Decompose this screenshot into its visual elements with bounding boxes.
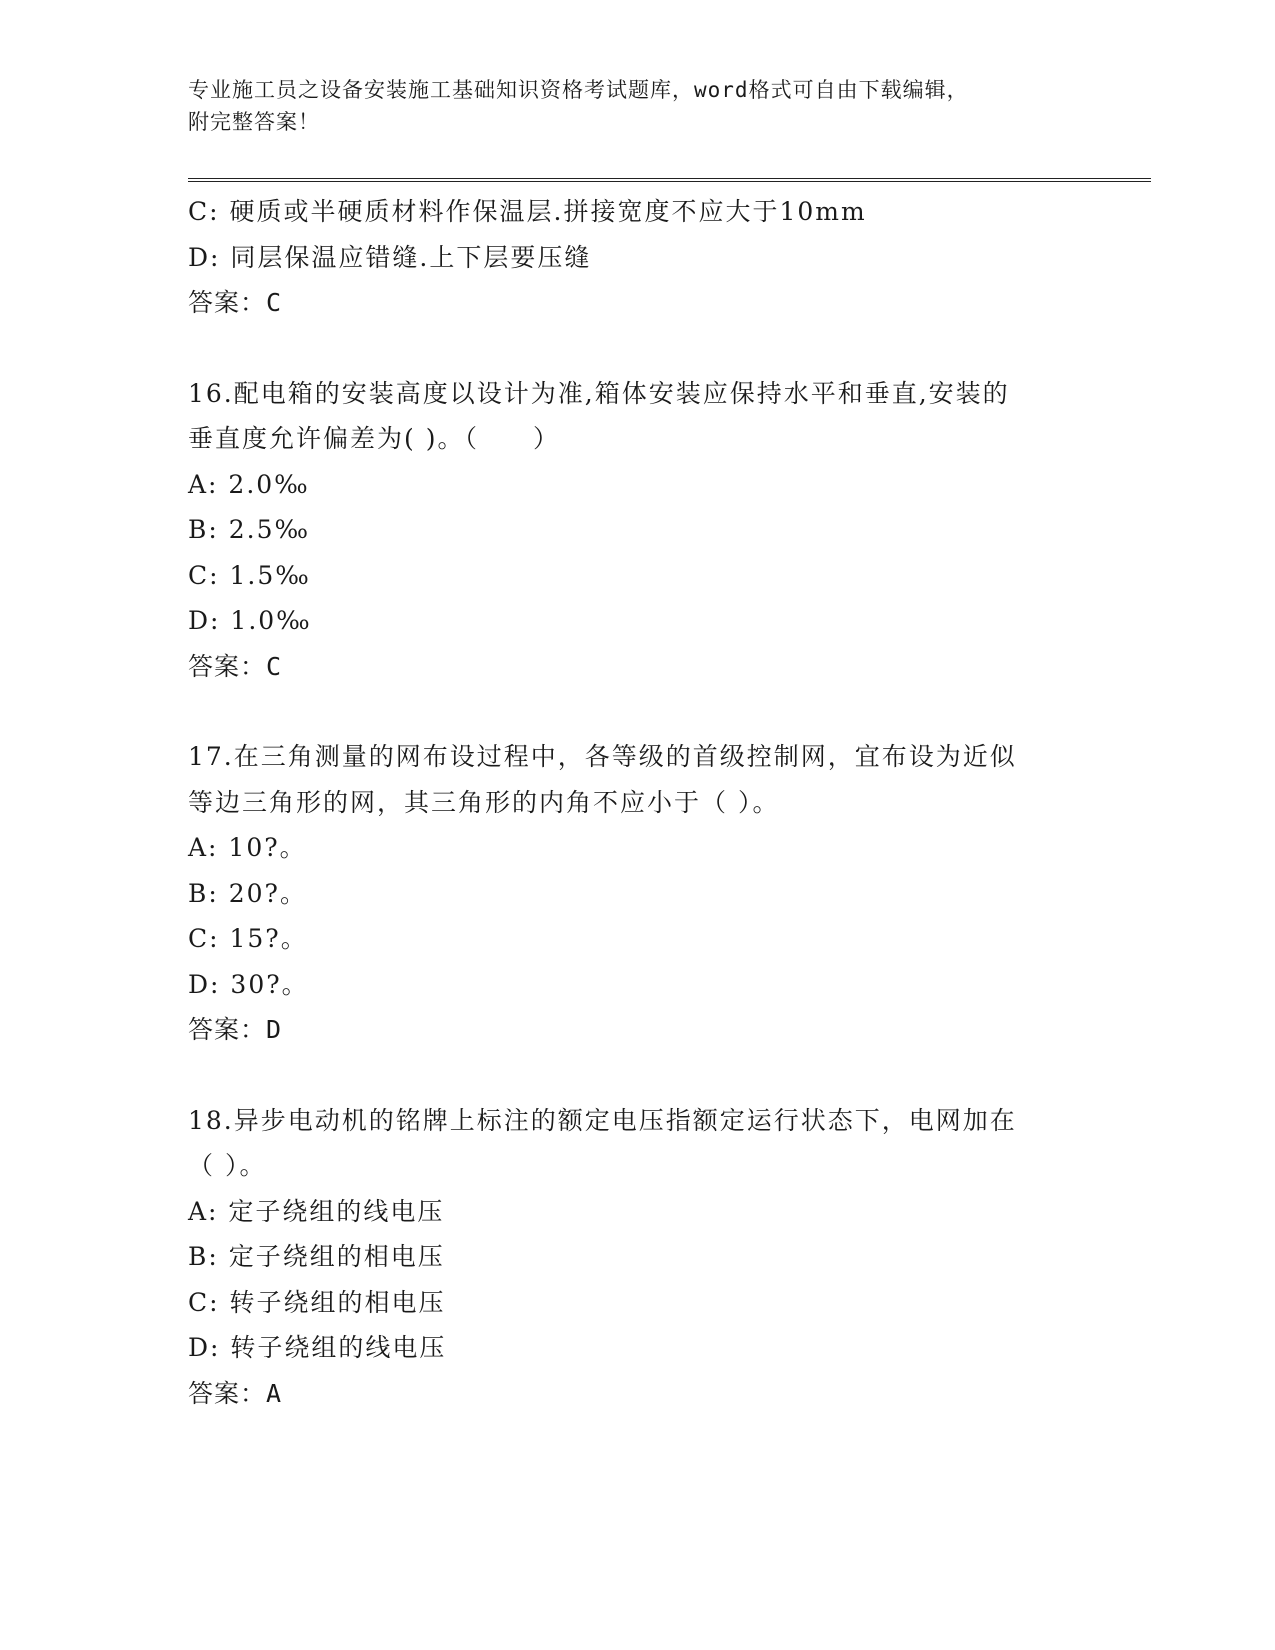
question-stem-line: 16.配电箱的安装高度以设计为准,箱体安装应保持水平和垂直,安装的 <box>188 378 1010 408</box>
spacer <box>188 326 1088 371</box>
option-c: C: 15?。 <box>188 924 308 953</box>
question-list <box>188 189 1088 1416</box>
question-stem-line: 17.在三角测量的网布设过程中，各等级的首级控制网，宜布设为近似 <box>188 742 1017 771</box>
page-header <box>188 74 1068 138</box>
header-double-rule <box>188 178 1151 182</box>
option-c: C: 1.5‰ <box>188 560 311 590</box>
question-17 <box>188 734 1088 1053</box>
option-c: C: 转子绕组的相电压 <box>188 1287 446 1317</box>
option-b: B: 定子绕组的相电压 <box>188 1242 445 1271</box>
question-stem-line: 等边三角形的网，其三角形的内角不应小于（ ）。 <box>188 787 780 817</box>
option-d: D: 1.0‰ <box>188 606 312 635</box>
question-stem-line: （ ）。 <box>188 1151 267 1180</box>
answer-line: 答案：C <box>188 651 283 681</box>
option-a: A: 2.0‰ <box>188 469 310 499</box>
option-d: D: 30?。 <box>188 969 309 999</box>
option-d: D: 转子绕组的线电压 <box>188 1333 447 1362</box>
prev-question-block <box>188 189 1088 326</box>
option-a: A: 10?。 <box>188 833 307 862</box>
option-b: B: 2.5‰ <box>188 515 311 544</box>
spacer <box>188 1053 1088 1098</box>
question-stem-line: 垂直度允许偏差为( )。（ ） <box>188 424 560 453</box>
question-16 <box>188 371 1088 690</box>
question-stem-line: 18.异步电动机的铭牌上标注的额定电压指额定运行状态下，电网加在 <box>188 1105 1017 1135</box>
header-line-1: 专业施工员之设备安装施工基础知识资格考试题库，word格式可自由下载编辑， <box>188 78 969 102</box>
question-18 <box>188 1098 1088 1417</box>
spacer <box>188 689 1088 734</box>
option-b: B: 20?。 <box>188 878 307 908</box>
answer-line: 答案：A <box>188 1378 283 1408</box>
option-c: C: 硬质或半硬质材料作保温层.拼接宽度不应大于10mm <box>188 197 867 226</box>
option-d: D: 同层保温应错缝.上下层要压缝 <box>188 242 592 272</box>
answer-line: 答案：D <box>188 1015 283 1044</box>
option-a: A: 定子绕组的线电压 <box>188 1196 445 1226</box>
header-line-2: 附完整答案！ <box>188 110 320 134</box>
answer-line: 答案：C <box>188 288 283 317</box>
